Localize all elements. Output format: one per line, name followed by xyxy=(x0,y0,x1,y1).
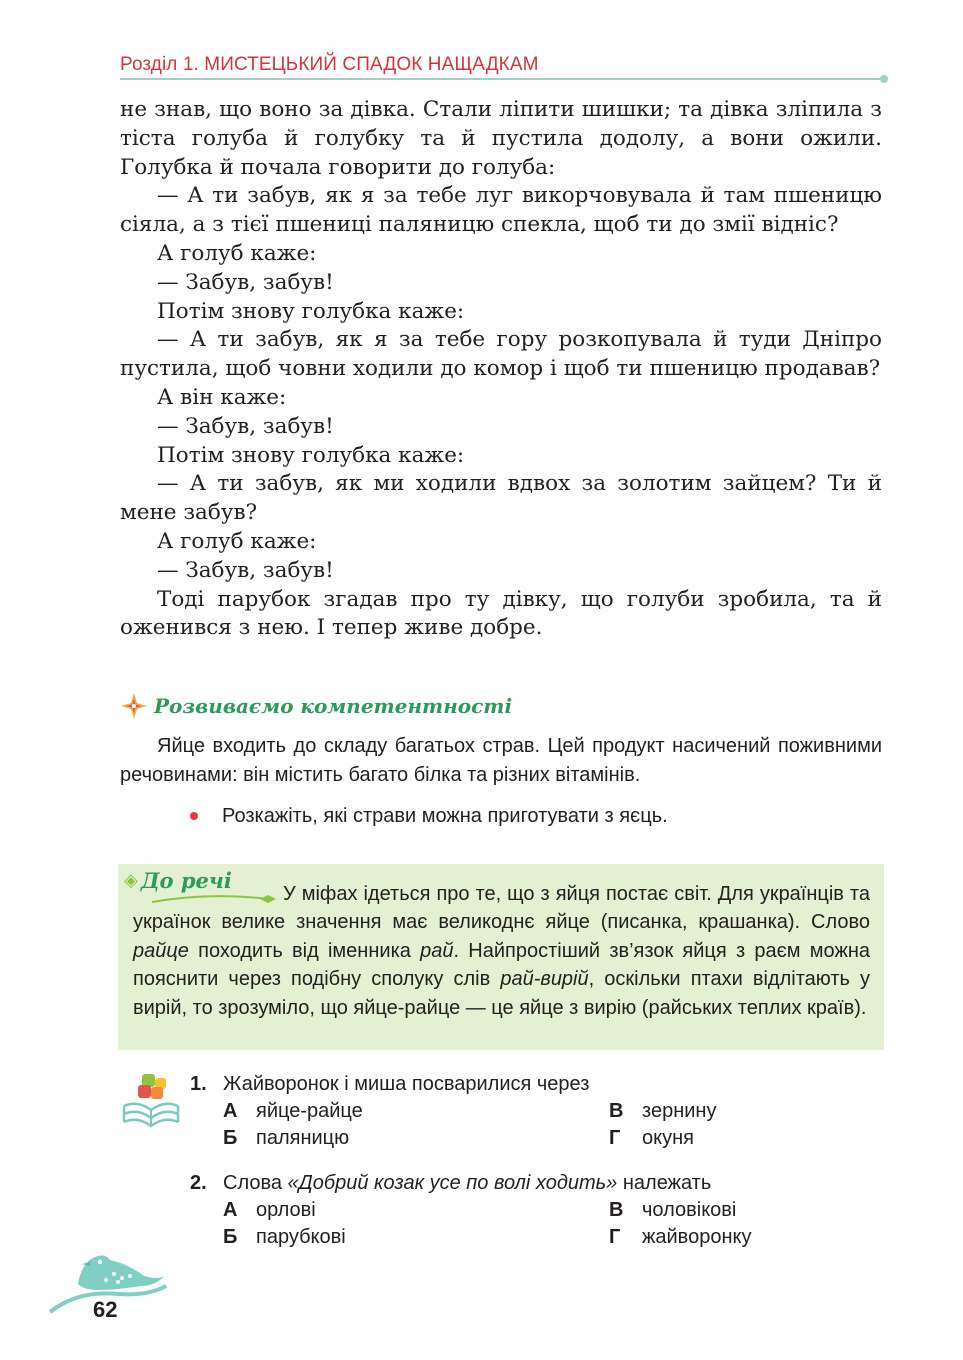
answer-option[interactable] xyxy=(609,1197,736,1225)
option-text: яйце-райце xyxy=(256,1100,363,1122)
by-the-way-text xyxy=(133,880,870,1022)
story-text xyxy=(120,96,882,643)
story-paragraph: Тоді парубок згадав про ту дівку, що голуби зробила, та й оженився з нею. І тепер живе добре. xyxy=(120,586,882,641)
option-letter: В xyxy=(609,1100,624,1122)
story-paragraph: — А ти забув, як ми ходили вдвох за золотим зайцем? Ти й мене забув? xyxy=(120,471,882,526)
story-paragraph: — Забув, забув! xyxy=(157,557,334,583)
option-text: жайворонку xyxy=(642,1226,752,1248)
label-spacer xyxy=(133,880,283,906)
by-the-way-emphasis: райце xyxy=(133,939,189,962)
option-text: паляницю xyxy=(256,1127,350,1149)
competence-heading-row xyxy=(120,692,512,720)
page-number: 62 xyxy=(93,1297,118,1322)
story-paragraph: — Забув, забув! xyxy=(157,269,334,295)
question-number: 1. xyxy=(190,1073,207,1095)
question-text: Слова xyxy=(223,1172,288,1194)
competence-paragraph: Яйце входить до складу багатьох страв. Цей продукт насичений поживними речовинами: він містить багато білка та різних вітамінів. xyxy=(120,735,882,786)
competence-task xyxy=(190,802,668,830)
book-blocks-icon xyxy=(120,1072,182,1134)
quiz-question xyxy=(190,1071,890,1099)
option-text: парубкові xyxy=(256,1226,346,1248)
option-letter: А xyxy=(223,1199,238,1221)
header-rule xyxy=(120,78,884,80)
option-letter: Б xyxy=(223,1127,238,1149)
bullet-dot xyxy=(190,812,198,820)
answer-option[interactable] xyxy=(223,1197,316,1225)
option-letter: А xyxy=(223,1100,238,1122)
answer-option[interactable] xyxy=(609,1098,716,1126)
story-paragraph: не знав, що воно за дівка. Стали ліпити шишки; та дівка зліпила з тіста голуба й голубку та й пустила додолу, а вони ожили. Голубка й почала говорити до голуба: xyxy=(120,97,882,180)
question-quote: «Добрий козак усе по волі ходить» xyxy=(287,1172,618,1194)
competence-task-text: Розкажіть, які страви можна приготувати з яєць. xyxy=(222,805,668,827)
story-paragraph: Потім знову голубка каже: xyxy=(157,442,465,468)
compass-star-icon xyxy=(120,692,148,720)
by-the-way-text-part: У міфах ідеться про те, що з яйця постає світ. Для українців та українок велике значення має великоднє яйце (писанка, крашанка). Слово xyxy=(133,883,870,934)
story-paragraph: Потім знову голубка каже: xyxy=(157,298,465,324)
option-text: орлові xyxy=(256,1199,316,1221)
story-paragraph: — А ти забув, як я за тебе гору розкопувала й туди Дніпро пустила, щоб човни ходили до комор і щоб ти пшеницю продавав? xyxy=(120,327,882,382)
diamond-icon: ◈ xyxy=(124,870,138,891)
story-paragraph: — Забув, забув! xyxy=(157,413,334,439)
quiz-question xyxy=(190,1170,890,1198)
header-rule-dot xyxy=(880,75,888,83)
question-number: 2. xyxy=(190,1172,207,1194)
answer-option[interactable] xyxy=(223,1224,346,1252)
by-the-way-emphasis: рай xyxy=(420,939,454,962)
answer-option[interactable] xyxy=(223,1098,363,1126)
by-the-way-emphasis: рай-вирій xyxy=(500,968,589,991)
story-paragraph: А він каже: xyxy=(157,384,287,410)
story-paragraph: — А ти забув, як я за тебе луг викорчовувала й там пшеницю сіяла, а з тієї пшениці паляницю спекла, щоб ти до змії відніс? xyxy=(120,183,882,238)
option-letter: Б xyxy=(223,1226,238,1248)
competence-heading: Розвиваємо компетентності xyxy=(154,694,513,718)
option-text: окуня xyxy=(642,1127,694,1149)
option-text: зернину xyxy=(642,1100,717,1122)
by-the-way-text-part: , оскільки птахи відлітають у вирій, то зрозуміло, що яйце-райце — це яйце з вирію (райських теплих країв). xyxy=(133,968,870,1019)
by-the-way-text-part: походить від іменника xyxy=(188,939,421,962)
question-text: Жайворонок і миша посварилися через xyxy=(223,1073,590,1095)
option-letter: В xyxy=(609,1199,624,1221)
competence-text xyxy=(120,732,882,789)
option-text: чоловікові xyxy=(642,1199,737,1221)
answer-option[interactable] xyxy=(609,1125,694,1153)
option-letter: Г xyxy=(609,1127,621,1149)
running-header: Розділ 1. МИСТЕЦЬКИЙ СПАДОК НАЩАДКАМ xyxy=(120,54,539,75)
story-paragraph: А голуб каже: xyxy=(157,528,317,554)
by-the-way-text-part: . Найпростіший зв’язок яйця з раєм можна пояснити через подібну сполуку слів xyxy=(133,939,870,991)
answer-option[interactable] xyxy=(223,1125,349,1153)
by-the-way-label: До речі xyxy=(140,868,232,893)
story-paragraph: А голуб каже: xyxy=(157,240,317,266)
option-letter: Г xyxy=(609,1226,621,1248)
answer-option[interactable] xyxy=(609,1224,751,1252)
question-text: належать xyxy=(617,1172,712,1194)
